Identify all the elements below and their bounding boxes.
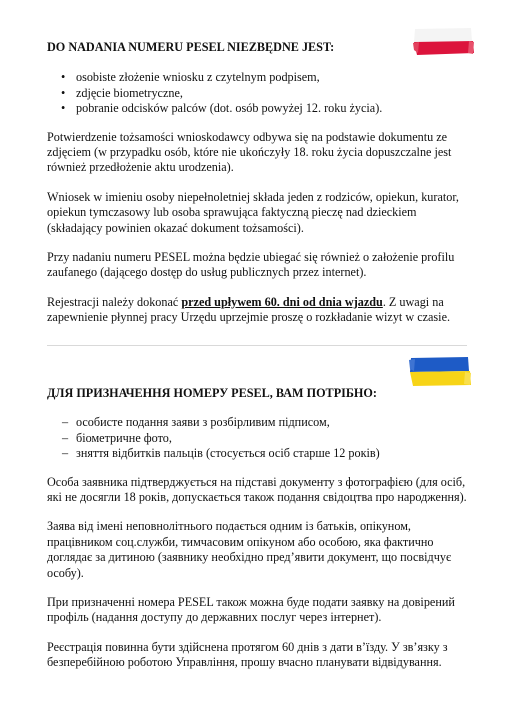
dash-marker: – bbox=[62, 430, 69, 445]
dash-marker: – bbox=[62, 415, 69, 429]
polish-paragraph-registration bbox=[47, 295, 467, 326]
bullet-marker: • bbox=[61, 70, 66, 84]
list-item-text: pobranie odcisków palców (dot. osób powyżej 12. roku życia). bbox=[76, 101, 383, 115]
ukrainian-paragraph-identity: Особа заявника підтверджується на підставі документу з фотографією (для осіб, які не досягли 18 років, допускається також подання свідоцтва про народження). bbox=[47, 474, 467, 504]
ukrainian-heading: ДЛЯ ПРИЗНАЧЕННЯ НОМЕРУ PESEL, ВАМ ПОТРІБНО: bbox=[47, 386, 377, 400]
ukrainian-paragraph-minor: Заява від імені неповнолітнього подається одним із батьків, опікуном, працівником соц.служби, тимчасовим опікуном або особою, яка фактично доглядає за дитиною (заявнику необхідно пред’явити документ, що посвідчує особу). bbox=[47, 519, 452, 580]
bullet-marker: • bbox=[61, 85, 66, 100]
deadline-emphasis: przed upływem 60. dni od dnia wjazdu bbox=[181, 294, 383, 309]
list-item-text: osobiste złożenie wniosku z czytelnym podpisem, bbox=[76, 70, 320, 84]
list-item-text: особисте подання заяви з розбірливим підписом, bbox=[76, 415, 330, 429]
list-item bbox=[47, 431, 467, 447]
list-item bbox=[47, 446, 467, 462]
list-item bbox=[47, 86, 467, 102]
list-item bbox=[47, 70, 467, 86]
ukrainian-requirements-list bbox=[47, 415, 467, 462]
list-item bbox=[47, 415, 467, 431]
list-item-text: зняття відбитків пальців (стосується осіб старше 12 років) bbox=[76, 446, 380, 460]
polish-paragraph-profile: Przy nadaniu numeru PESEL można będzie ubiegać się również o założenie profilu zaufanego (dającego dostęp do usług publicznych przez internet). bbox=[47, 249, 455, 280]
list-item bbox=[47, 101, 467, 117]
list-item-text: біометричне фото, bbox=[76, 430, 172, 445]
polish-heading: DO NADANIA NUMERU PESEL NIEZBĘDNE JEST: bbox=[47, 40, 335, 54]
text-run: Rejestracji należy dokonać bbox=[47, 294, 182, 309]
ukrainian-section bbox=[47, 386, 467, 671]
ukrainian-paragraph-registration: Реєстрація повинна бути здійснена протягом 60 днів з дати в’їзду. У зв’язку з безперебійною роботою Управління, прошу вчасно планувати відвідування. bbox=[47, 639, 448, 670]
polish-section bbox=[47, 40, 467, 326]
polish-requirements-list bbox=[47, 70, 467, 117]
polish-paragraph-minor: Wniosek w imieniu osoby niepełnoletniej składa jeden z rodziców, opiekun, kurator, opiekun tymczasowy lub osoba sprawująca faktyczną pieczę nad dzieckiem (składający powinien okazać dokument tożsamości). bbox=[47, 189, 459, 235]
bullet-marker: • bbox=[61, 101, 66, 115]
dash-marker: – bbox=[62, 446, 69, 460]
text-run: . Z uwagi na zapewnienie płynnej pracy Urzędu uprzejmie proszę o rozkładanie wizyt w czasie. bbox=[47, 294, 451, 325]
list-item-text: zdjęcie biometryczne, bbox=[76, 85, 183, 100]
ukrainian-paragraph-profile: При призначенні номера PESEL також можна буде подати заявку на довірений профіль (надання доступу до державних послуг через інтернет). bbox=[47, 594, 455, 625]
section-divider bbox=[47, 345, 467, 346]
ukrainian-flag-icon bbox=[407, 356, 471, 386]
polish-paragraph-identity: Potwierdzenie tożsamości wnioskodawcy odbywa się na podstawie dokumentu ze zdjęciem (w przypadku osób, które nie ukończyły 18. roku życia dopuszczalne jest również przedłożenie aktu urodzenia). bbox=[47, 129, 452, 175]
